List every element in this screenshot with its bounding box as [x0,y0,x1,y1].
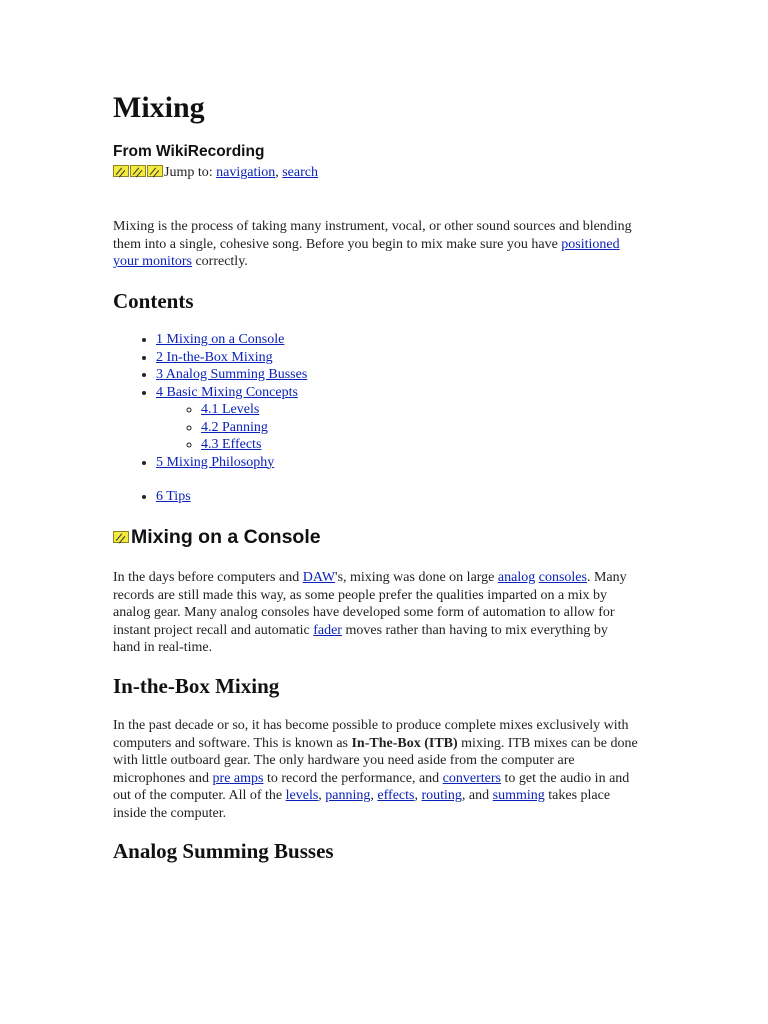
search-link[interactable]: search [282,165,318,180]
toc-link-mixing-on-console[interactable]: 1 Mixing on a Console [156,332,285,347]
toc-link-effects[interactable]: 4.3 Effects [201,437,262,452]
text: . Many records are still made this way, as some people prefer the qualities imparted on a mix by analog gear. Many analog consoles have developed some form of automation to allow for instant project recall and automatic [113,570,627,638]
toc-item [156,349,307,367]
jump-links [113,165,318,181]
edit-icon[interactable] [147,165,163,177]
pre-amps-link[interactable]: pre amps [212,770,264,786]
text: mixing. ITB mixes can be done with little outboard gear. The only hardware you need aside from the computer are microphones and [113,735,638,786]
heading-text: Mixing on a Console [131,526,321,548]
toc-item [201,419,307,437]
contents-heading: Contents [113,289,194,313]
effects-link[interactable]: effects [377,788,415,803]
text: takes place inside the computer. [113,788,611,821]
toc-item [156,454,307,472]
toc-link-in-the-box[interactable]: 2 In-the-Box Mixing [156,349,273,365]
edit-icon[interactable] [130,165,146,177]
text: to get the audio in and out of the computer. All of the [113,770,630,803]
separator: , [370,788,378,803]
toc-link-panning[interactable]: 4.2 Panning [201,419,268,435]
edit-icon[interactable] [113,531,129,543]
edit-icon[interactable] [113,165,129,177]
routing-link[interactable]: routing [421,788,462,803]
site-subtitle: From WikiRecording [113,143,265,160]
text: In the days before computers and [113,570,303,585]
text: Mixing is the process of taking many instrument, vocal, or other sound sources and blending them into a single, cohesive song. Before you begin to mix make sure you have [113,219,632,252]
separator: , and [461,788,493,803]
separator: , [318,788,326,803]
text: correctly. [191,254,248,269]
toc-link-levels[interactable]: 4.1 Levels [201,402,260,417]
monitors-link[interactable]: positioned your monitors [113,236,620,269]
itb-paragraph [113,717,638,822]
levels-link[interactable]: levels [285,788,319,803]
text: to record the performance, and [263,770,443,786]
toc-item [156,384,307,454]
console-paragraph [113,569,633,657]
toc-item [201,401,307,419]
toc-link-summing-busses[interactable]: 3 Analog Summing Busses [156,367,308,382]
text: 's, mixing was done on large [335,570,498,585]
toc-link-philosophy[interactable]: 5 Mixing Philosophy [156,454,275,470]
toc-item [156,366,307,384]
toc-item [156,331,307,349]
separator: , [275,165,283,180]
consoles-link[interactable]: consoles [538,570,587,585]
toc-item [201,436,307,454]
text: moves rather than having to mix everything by hand in real-time. [113,622,608,655]
toc-item [156,488,307,506]
intro-paragraph [113,218,633,271]
section-heading-console [113,526,321,549]
toc-link-basic-concepts[interactable]: 4 Basic Mixing Concepts [156,384,298,400]
page-title: Mixing [113,91,205,124]
separator: , [414,788,422,803]
fader-link[interactable]: fader [313,622,342,638]
toc-link-tips[interactable]: 6 Tips [156,489,191,504]
toc-sublist [156,401,307,454]
text: In the past decade or so, it has become possible to produce complete mixes exclusively with computers and software. This is known as [113,718,629,751]
daw-link[interactable]: DAW [302,570,336,585]
analog-link[interactable]: analog [497,570,536,585]
panning-link[interactable]: panning [325,788,371,803]
navigation-link[interactable]: navigation [216,165,276,180]
table-of-contents [113,331,307,506]
converters-link[interactable]: converters [442,770,501,786]
section-heading-summing: Analog Summing Busses [113,839,334,863]
section-heading-itb: In-the-Box Mixing [113,674,280,698]
jump-label: Jump to: [164,165,217,180]
summing-link[interactable]: summing [492,788,545,803]
itb-term: In-The-Box (ITB) [351,735,458,751]
